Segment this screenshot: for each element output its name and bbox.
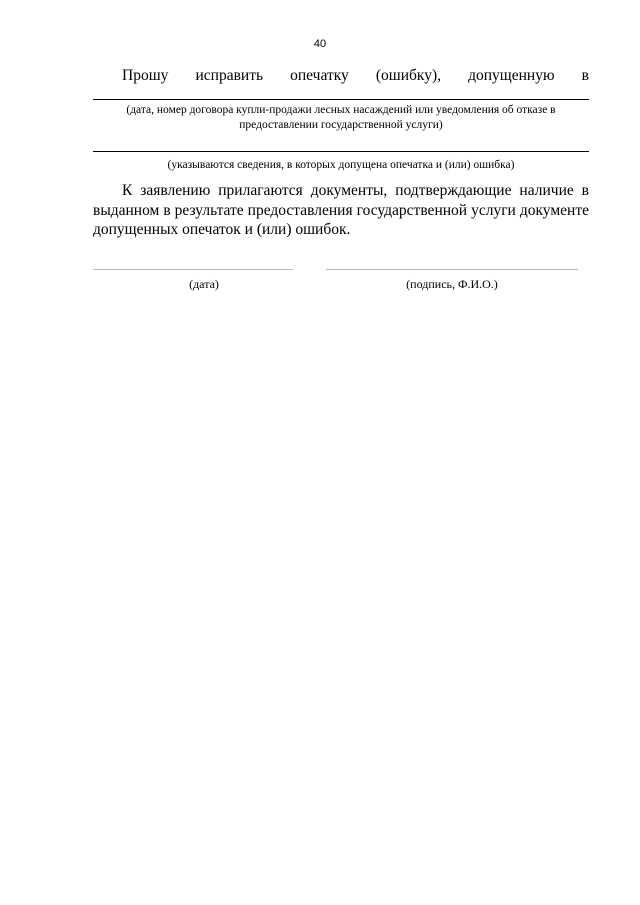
name-signature-line [326, 269, 578, 270]
request-word: Прошу [122, 67, 169, 84]
error-details-line [93, 151, 589, 152]
attachment-paragraph: К заявлению прилагаются документы, подтверждающие наличие в выданном в результате предоставления государственной услуги документе допущенных опечаток и (или) ошибок. [93, 182, 589, 238]
request-word: допущенную [468, 67, 555, 84]
date-signature-line [93, 269, 293, 270]
request-word: опечатку [290, 67, 349, 84]
page-number: 40 [313, 38, 327, 50]
document-details-line [93, 99, 589, 100]
request-word: в [581, 67, 589, 84]
signature-caption: (подпись, Ф.И.О.) [406, 277, 498, 291]
request-word: (ошибку), [375, 67, 442, 84]
request-word: исправить [195, 67, 264, 84]
document-details-caption: (дата, номер договора купли-продажи лесных насаждений или уведомления об отказе в предоставлении государственной услуги) [126, 104, 556, 131]
date-caption: (дата) [189, 277, 219, 291]
request-line [122, 67, 589, 85]
error-details-caption: (указываются сведения, в которых допущена опечатка и (или) ошибка) [167, 159, 515, 171]
